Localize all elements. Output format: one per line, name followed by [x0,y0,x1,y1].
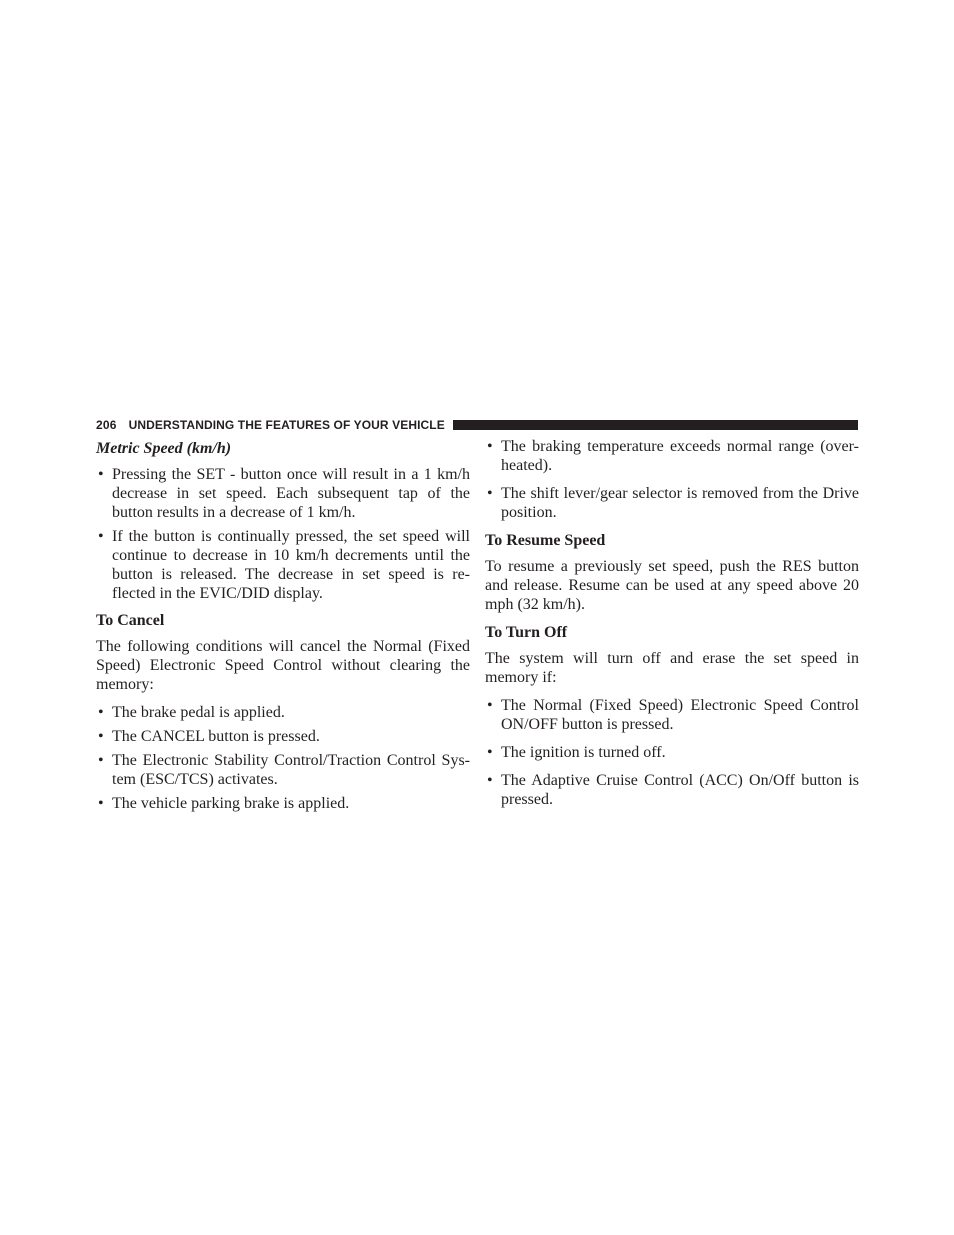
page-number: 206 [96,418,117,432]
cancel-bullet-list [96,703,470,813]
page-header [96,416,858,434]
bullet-icon: • [487,438,493,455]
resume-paragraph: To resume a previously set speed, push the RES button and release. Resume can be used at any speed above 20 mph (32 km/h). [485,558,859,613]
list-item-text: If the button is continually pressed, the set speed will continue to decrease in 10 km/h decrements until the button is released. The decrease in set speed is re-flected in the EVIC/DID display. [112,528,470,602]
list-item-text: The shift lever/gear selector is removed from the Drive position. [501,485,859,521]
bullet-icon: • [98,752,104,769]
bullet-icon: • [98,704,104,721]
list-item [485,484,859,522]
list-item [96,727,470,746]
list-item-text: The Normal (Fixed Speed) Electronic Speed Control ON/OFF button is pressed. [501,697,859,733]
list-item [96,794,470,813]
list-item [96,527,470,603]
list-item [485,437,859,475]
bullet-icon: • [98,728,104,745]
turnoff-intro-paragraph: The system will turn off and erase the set speed in memory if: [485,650,859,686]
header-rule [453,420,858,430]
list-item [96,465,470,522]
metric-bullet-list [96,465,470,603]
to-resume-speed-heading: To Resume Speed [485,532,606,549]
cancel-bullet-list-continued [485,437,859,522]
bullet-icon: • [98,466,104,483]
bullet-icon: • [98,795,104,812]
metric-speed-subheading: Metric Speed (km/h) [96,440,232,457]
bullet-icon: • [487,744,493,761]
list-item-text: The ignition is turned off. [501,744,666,761]
cancel-intro-paragraph: The following conditions will cancel the Normal (Fixed Speed) Electronic Speed Control without clearing the memory: [96,638,470,693]
left-column [96,437,470,821]
bullet-icon: • [98,528,104,545]
list-item [485,696,859,734]
list-item-text: The brake pedal is applied. [112,704,285,721]
list-item [96,703,470,722]
bullet-icon: • [487,772,493,789]
to-cancel-heading: To Cancel [96,612,165,629]
bullet-icon: • [487,697,493,714]
list-item-text: Pressing the SET - button once will result in a 1 km/h decrease in set speed. Each subsequent tap of the button results in a decrease of 1 km/h. [112,466,470,521]
list-item-text: The Electronic Stability Control/Traction Control Sys-tem (ESC/TCS) activates. [112,752,470,788]
list-item [485,771,859,809]
list-item-text: The braking temperature exceeds normal range (over-heated). [501,438,859,474]
list-item [96,751,470,789]
right-column [485,437,859,818]
list-item-text: The CANCEL button is pressed. [112,728,320,745]
running-title: UNDERSTANDING THE FEATURES OF YOUR VEHICLE [128,418,445,432]
bullet-icon: • [487,485,493,502]
list-item-text: The vehicle parking brake is applied. [112,795,350,812]
to-turn-off-heading: To Turn Off [485,624,568,641]
turnoff-bullet-list [485,696,859,809]
list-item-text: The Adaptive Cruise Control (ACC) On/Off button is pressed. [501,772,859,808]
list-item [485,743,859,762]
